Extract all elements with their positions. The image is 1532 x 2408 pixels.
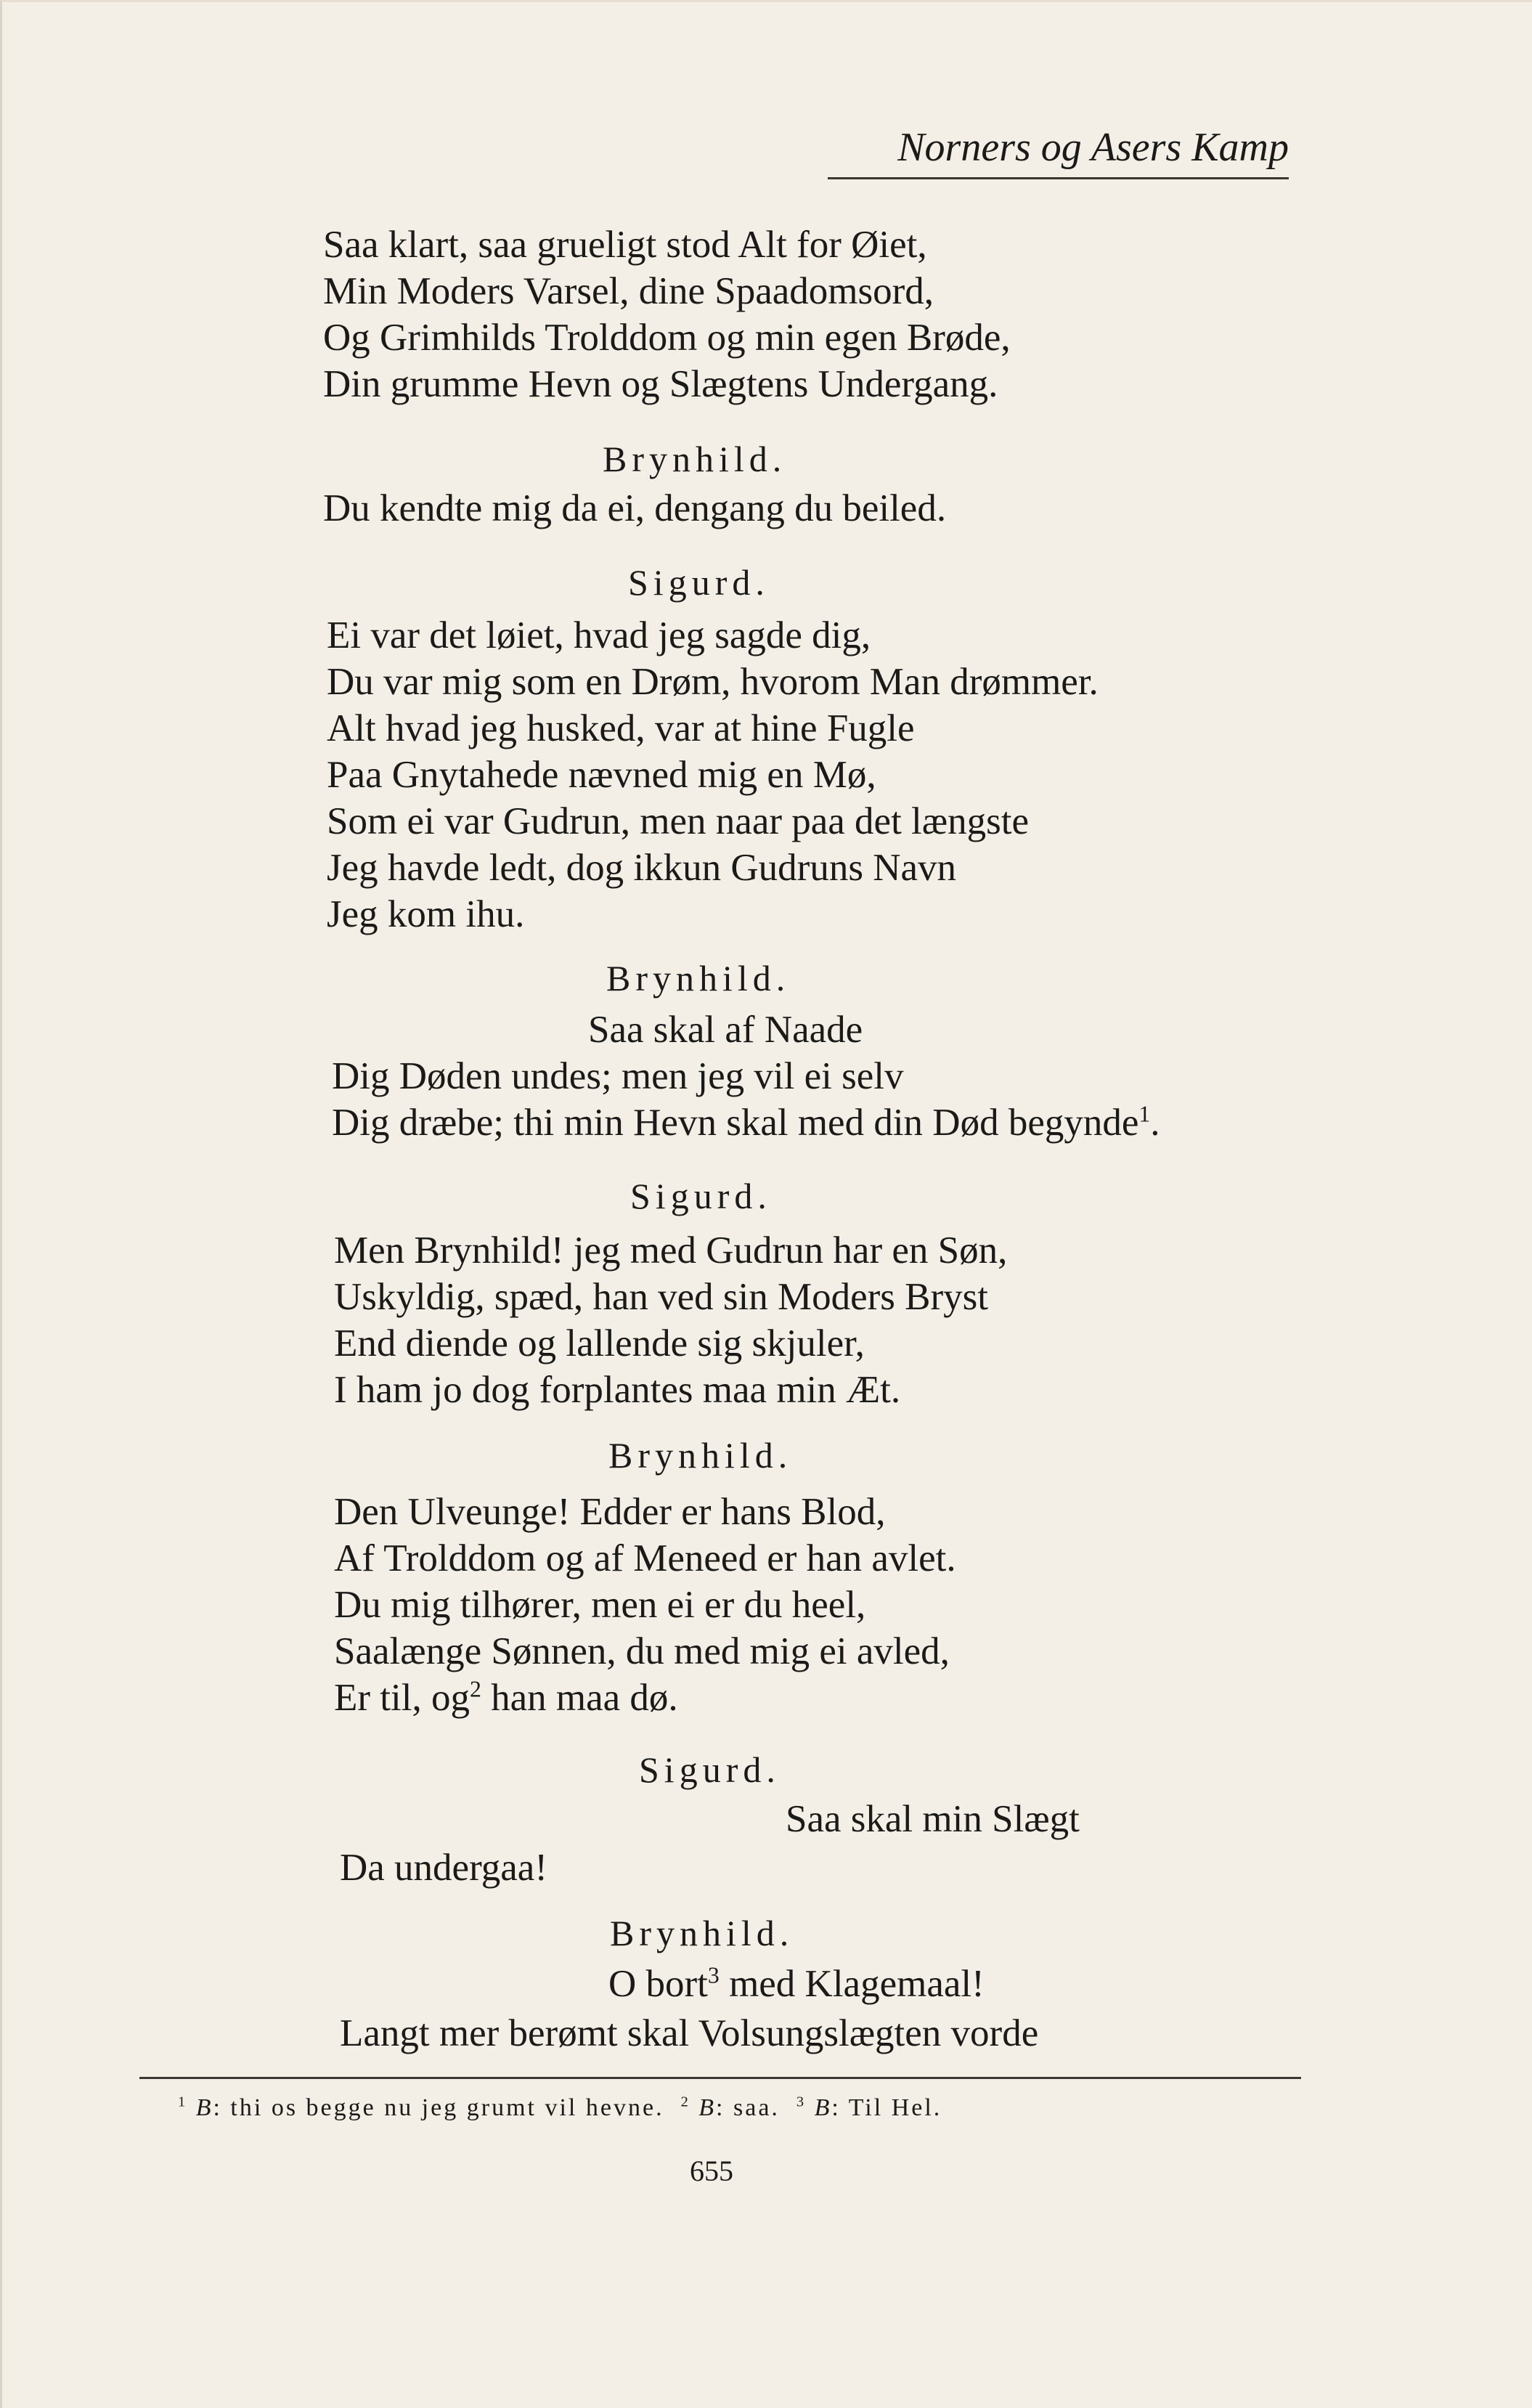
verse-punctuation: . bbox=[1150, 1102, 1160, 1144]
footnote-number: 1 bbox=[178, 2094, 188, 2110]
verse-line: Ei var det løiet, hvad jeg sagde dig, bbox=[327, 614, 871, 656]
verse-line: Da undergaa! bbox=[340, 1847, 547, 1889]
verse-line-with-footnote bbox=[332, 1099, 1160, 1146]
verse-line: Du var mig som en Drøm, hvorom Man drømmer. bbox=[327, 661, 1099, 703]
verse-text: O bort bbox=[608, 1963, 708, 2005]
verse-stanza-6 bbox=[334, 1489, 956, 1721]
verse-line: Saa klart, saa grueligt stod Alt for Øiet, bbox=[323, 224, 927, 266]
verse-line: Saa skal af Naade bbox=[588, 1009, 863, 1051]
verse-line: Alt hvad jeg husked, var at hine Fugle bbox=[327, 707, 915, 749]
footnote-rule bbox=[139, 2077, 1301, 2079]
speaker-name: Sigurd. bbox=[628, 562, 770, 603]
footnote-source: B bbox=[698, 2094, 717, 2121]
running-head: Norners og Asers Kamp bbox=[828, 122, 1289, 179]
footnote-text: : thi os begge nu jeg grumt vil hevne. bbox=[213, 2094, 664, 2121]
verse-line: Langt mer berømt skal Volsungslægten vorde bbox=[340, 2012, 1039, 2054]
speaker-name: Sigurd. bbox=[639, 1749, 781, 1790]
verse-line: Og Grimhilds Trolddom og min egen Brøde, bbox=[323, 317, 1011, 359]
verse-line: Saalænge Sønnen, du med mig ei avled, bbox=[334, 1630, 950, 1672]
footnote-source: B bbox=[814, 2094, 832, 2121]
verse-text: med Klagemaal! bbox=[719, 1963, 985, 2005]
verse-line: Den Ulveunge! Edder er hans Blod, bbox=[334, 1491, 886, 1533]
verse-line: I ham jo dog forplantes maa min Æt. bbox=[334, 1369, 901, 1411]
speaker-name: Sigurd. bbox=[630, 1176, 772, 1216]
footnote-text: : Til Hel. bbox=[831, 2094, 942, 2121]
verse-line: Du mig tilhører, men ei er du heel, bbox=[334, 1584, 866, 1626]
verse-line: Min Moders Varsel, dine Spaadomsord, bbox=[323, 270, 934, 312]
verse-line: Saa skal min Slægt bbox=[786, 1798, 1080, 1840]
verse-line: Jeg havde ledt, dog ikkun Gudruns Navn bbox=[327, 847, 956, 889]
speaker-name: Brynhild. bbox=[608, 1435, 793, 1476]
verse-line: Som ei var Gudrun, men naar paa det længste bbox=[327, 800, 1029, 842]
verse-text: Er til, og bbox=[334, 1677, 470, 1719]
footnote-number: 2 bbox=[680, 2094, 690, 2110]
verse-stanza-1 bbox=[323, 221, 1011, 407]
verse-line: Du kendte mig da ei, dengang du beiled. bbox=[323, 487, 947, 529]
verse-line: Dig Døden undes; men jeg vil ei selv bbox=[332, 1055, 904, 1097]
verse-text: Dig dræbe; thi min Hevn skal med din Død begynde bbox=[332, 1102, 1139, 1144]
verse-line-with-footnote bbox=[608, 1961, 985, 2007]
verse-line: Jeg kom ihu. bbox=[327, 893, 525, 935]
verse-line: Din grumme Hevn og Slægtens Undergang. bbox=[323, 363, 998, 405]
footnote-number: 3 bbox=[796, 2094, 807, 2110]
footnote-text: : saa. bbox=[716, 2094, 780, 2121]
speaker-name: Brynhild. bbox=[603, 439, 787, 479]
verse-stanza-2 bbox=[323, 485, 946, 532]
footnotes bbox=[178, 2090, 942, 2126]
verse-text: han maa dø. bbox=[481, 1677, 678, 1719]
speaker-name: Brynhild. bbox=[610, 1913, 794, 1953]
verse-line: Af Trolddom og af Meneed er han avlet. bbox=[334, 1537, 956, 1579]
verse-stanza-5 bbox=[334, 1227, 1007, 1413]
verse-stanza-3 bbox=[327, 612, 1099, 937]
verse-line: Paa Gnytahede nævned mig en Mø, bbox=[327, 754, 876, 796]
footnote-marker: 2 bbox=[469, 1676, 481, 1702]
footnote-marker: 1 bbox=[1138, 1101, 1151, 1127]
verse-line: End diende og lallende sig skjuler, bbox=[334, 1322, 865, 1364]
verse-line: Men Brynhild! jeg med Gudrun har en Søn, bbox=[334, 1229, 1008, 1272]
footnote-marker: 3 bbox=[707, 1962, 720, 1988]
footnote-source: B bbox=[195, 2094, 213, 2121]
verse-line-with-footnote bbox=[334, 1675, 956, 1721]
page-number: 655 bbox=[690, 2155, 733, 2187]
verse-line: Uskyldig, spæd, han ved sin Moders Bryst bbox=[334, 1276, 988, 1318]
speaker-name: Brynhild. bbox=[606, 958, 791, 998]
